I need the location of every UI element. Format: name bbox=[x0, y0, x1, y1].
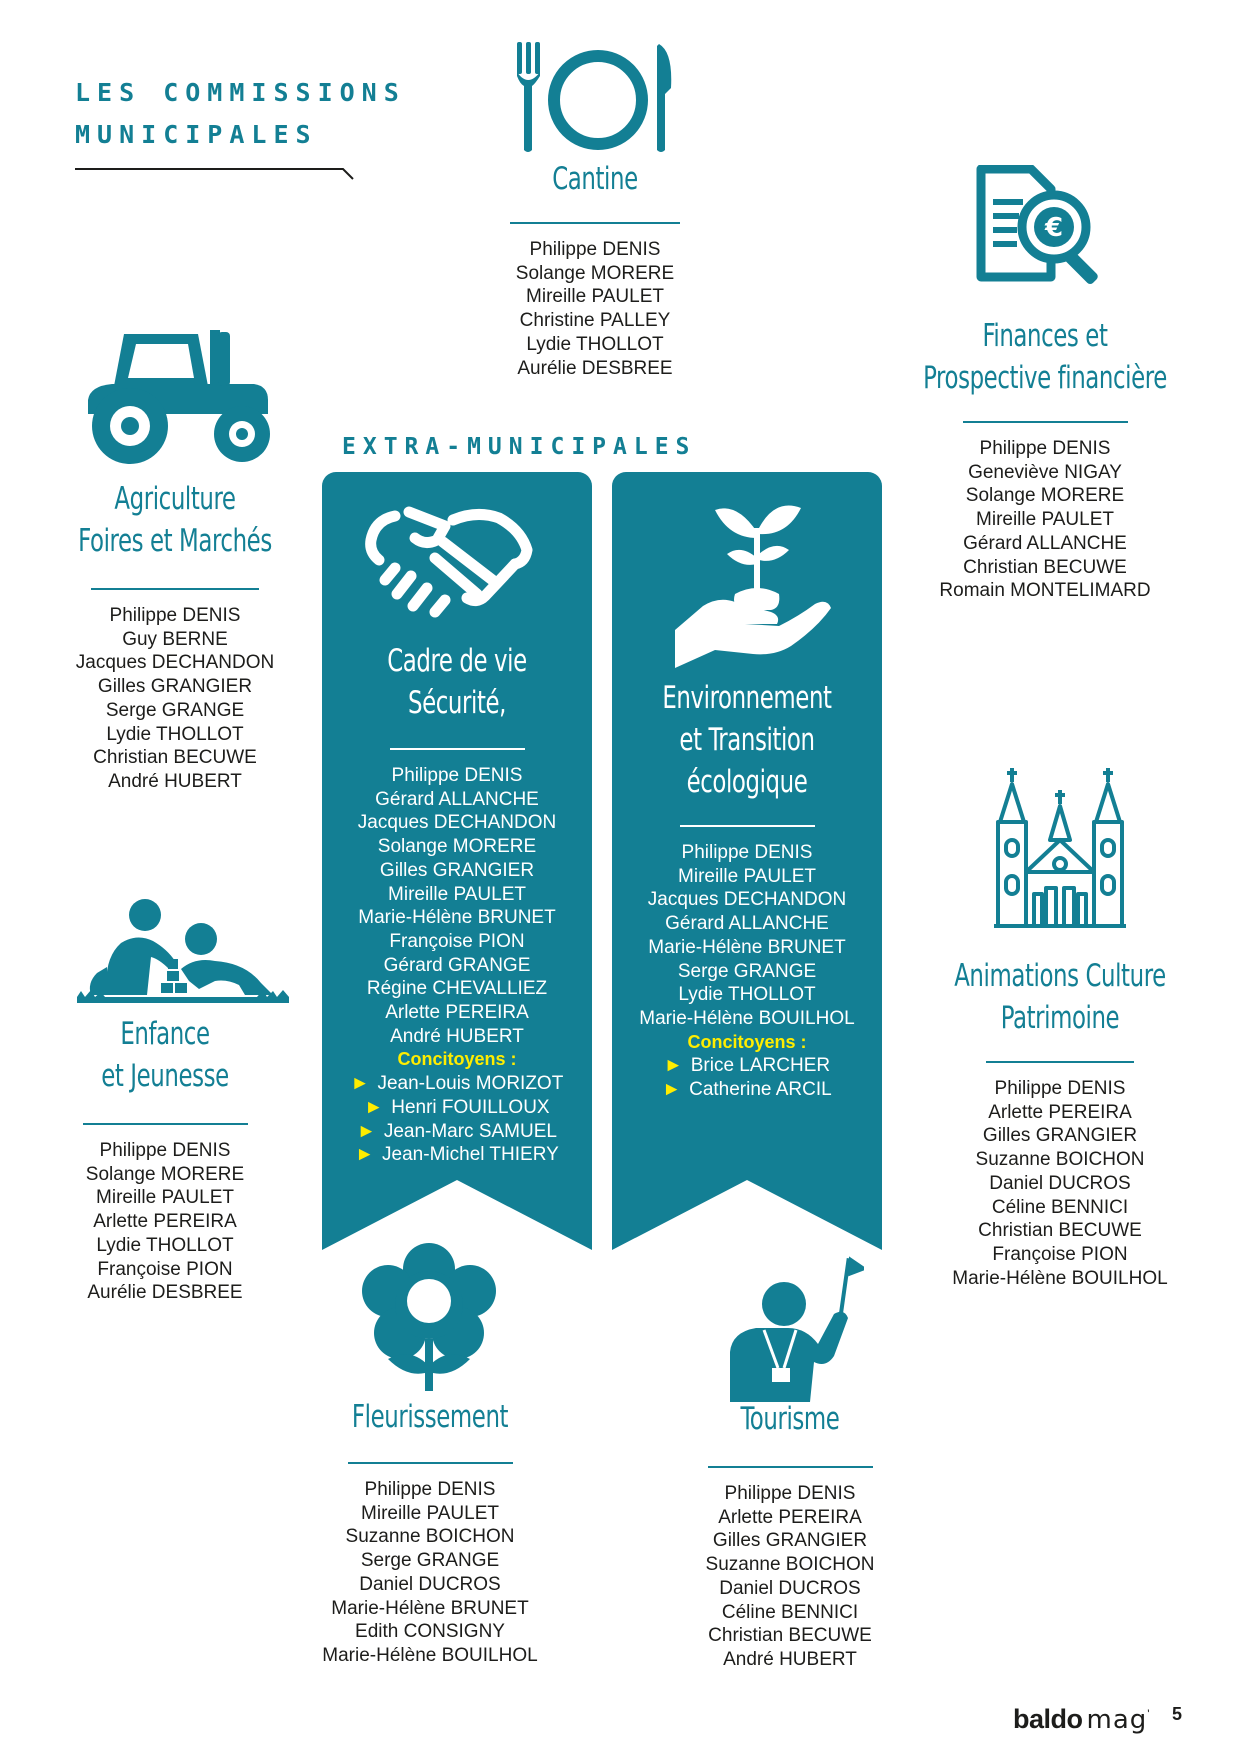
list-item: Arlette PEREIRA bbox=[988, 1101, 1132, 1123]
section-heading: Environnement et Transition écologique bbox=[662, 680, 832, 800]
list-item: Arlette PEREIRA bbox=[385, 1002, 529, 1024]
list-item: Daniel DUCROS bbox=[359, 1573, 501, 1595]
list-item: Edith CONSIGNY bbox=[355, 1621, 505, 1643]
list-item: André HUBERT bbox=[390, 1025, 524, 1047]
section-divider bbox=[348, 1462, 513, 1464]
section-heading: Animations Culture Patrimoine bbox=[954, 958, 1166, 1036]
list-item: Françoise PION bbox=[992, 1243, 1128, 1265]
section-divider bbox=[963, 421, 1128, 423]
list-item: Geneviève NIGAY bbox=[968, 461, 1122, 483]
list-item: Suzanne BOICHON bbox=[345, 1526, 515, 1548]
list-item: Suzanne BOICHON bbox=[975, 1149, 1145, 1171]
church-icon bbox=[994, 768, 1126, 930]
title-underline bbox=[75, 164, 355, 184]
list-item: Marie-Hélène BRUNET bbox=[331, 1597, 529, 1619]
list-item: Céline BENNICI bbox=[991, 1196, 1129, 1218]
section-heading: Finances et Prospective financière bbox=[923, 318, 1167, 396]
extra-municipales-title: EXTRA-MUNICIPALES bbox=[342, 434, 697, 460]
list-item: Philippe DENIS bbox=[681, 842, 813, 863]
list-item: Philippe DENIS bbox=[529, 239, 661, 260]
list-item: Gérard ALLANCHE bbox=[665, 913, 829, 935]
list-item: Mireille PAULET bbox=[678, 865, 816, 887]
list-item: Philippe DENIS bbox=[109, 605, 241, 626]
list-item: Romain MONTELIMARD bbox=[939, 580, 1151, 602]
list-item: Gérard GRANGE bbox=[383, 954, 531, 976]
arrow-right-icon: ► bbox=[662, 1079, 682, 1101]
list-item: Régine CHEVALLIEZ bbox=[366, 978, 548, 1000]
citizen-item: ► Jean-Louis MORIZOT bbox=[350, 1073, 564, 1095]
citizens-label: Concitoyens : bbox=[397, 1049, 517, 1070]
tractor-icon bbox=[86, 330, 276, 465]
citizen-item: ► Jean-Marc SAMUEL bbox=[357, 1120, 557, 1142]
section-divider bbox=[680, 825, 815, 827]
list-item: Lydie THOLLOT bbox=[526, 333, 664, 355]
citizens-label: Concitoyens : bbox=[687, 1031, 807, 1052]
list-item: Aurélie DESBREE bbox=[87, 1282, 243, 1304]
list-item: Philippe DENIS bbox=[994, 1078, 1126, 1099]
list-item: Solange MORERE bbox=[965, 485, 1125, 507]
member-list bbox=[40, 604, 310, 794]
document-euro-magnifier-icon bbox=[975, 165, 1115, 287]
list-item: Gilles GRANGIER bbox=[982, 1125, 1138, 1147]
arrow-right-icon: ► bbox=[355, 1144, 375, 1166]
list-item: Christian BECUWE bbox=[93, 747, 257, 769]
list-item: Marie-Hélène BOUILHOL bbox=[952, 1267, 1168, 1289]
svg-text:€: € bbox=[1044, 213, 1064, 243]
list-item: Christine PALLEY bbox=[519, 310, 671, 332]
list-item: Lydie THOLLOT bbox=[106, 723, 244, 745]
list-item: Serge GRANGE bbox=[677, 960, 817, 982]
brand-logo: baldo mag' bbox=[1013, 1704, 1150, 1735]
section-agriculture bbox=[40, 478, 310, 794]
list-item: Serge GRANGE bbox=[105, 699, 245, 721]
fork-plate-knife-icon bbox=[515, 42, 675, 154]
section-heading: Agriculture Foires et Marchés bbox=[78, 481, 272, 559]
hand-plant-icon bbox=[675, 498, 835, 668]
list-item: Lydie THOLLOT bbox=[96, 1234, 234, 1256]
section-divider bbox=[510, 222, 680, 224]
member-list bbox=[322, 764, 592, 1167]
list-item: Mireille PAULET bbox=[526, 286, 664, 308]
list-item: Philippe DENIS bbox=[99, 1140, 231, 1161]
list-item: Gilles GRANGIER bbox=[712, 1530, 868, 1552]
list-item: Jacques DECHANDON bbox=[357, 812, 557, 834]
section-divider bbox=[390, 748, 525, 750]
list-item: Jacques DECHANDON bbox=[647, 889, 847, 911]
section-tourisme bbox=[660, 1398, 920, 1672]
list-item: André HUBERT bbox=[723, 1648, 857, 1670]
member-list bbox=[45, 1139, 285, 1305]
list-item: Christian BECUWE bbox=[978, 1220, 1142, 1242]
list-item: Gilles GRANGIER bbox=[97, 676, 253, 698]
list-item: Arlette PEREIRA bbox=[718, 1506, 862, 1528]
list-item: Marie-Hélène BOUILHOL bbox=[639, 1007, 855, 1029]
section-heading: Cadre de vie Sécurité, bbox=[387, 643, 527, 721]
list-item: Gilles GRANGIER bbox=[379, 859, 535, 881]
page-title bbox=[75, 72, 406, 156]
page-title-line: LES COMMISSIONS bbox=[75, 78, 406, 107]
citizen-item: ► Catherine ARCIL bbox=[662, 1079, 832, 1101]
list-item: Mireille PAULET bbox=[96, 1187, 234, 1209]
list-item: Marie-Hélène BOUILHOL bbox=[322, 1644, 538, 1666]
list-item: Arlette PEREIRA bbox=[93, 1211, 237, 1233]
section-heading: Fleurissement bbox=[351, 1399, 509, 1435]
member-list bbox=[905, 1077, 1215, 1290]
list-item: Françoise PION bbox=[97, 1258, 233, 1280]
arrow-right-icon: ► bbox=[350, 1073, 370, 1095]
member-list bbox=[612, 841, 882, 1102]
member-list bbox=[295, 1478, 565, 1668]
section-divider bbox=[83, 1123, 248, 1125]
citizen-item: ► Jean-Michel THIERY bbox=[355, 1144, 559, 1166]
handshake-icon bbox=[365, 500, 535, 620]
list-item: Jacques DECHANDON bbox=[75, 652, 275, 674]
list-item: Marie-Hélène BRUNET bbox=[648, 936, 846, 958]
list-item: Lydie THOLLOT bbox=[678, 984, 816, 1006]
list-item: Christian BECUWE bbox=[963, 556, 1127, 578]
list-item: Christian BECUWE bbox=[708, 1625, 872, 1647]
page-number: 5 bbox=[1172, 1704, 1183, 1724]
section-fleurissement bbox=[295, 1396, 565, 1668]
list-item: Gérard ALLANCHE bbox=[963, 532, 1127, 554]
list-item: Mireille PAULET bbox=[976, 509, 1114, 531]
section-finances bbox=[880, 315, 1210, 603]
section-animations bbox=[905, 955, 1215, 1290]
arrow-right-icon: ► bbox=[357, 1120, 376, 1142]
list-item: Mireille PAULET bbox=[388, 883, 526, 905]
list-item: Philippe DENIS bbox=[724, 1483, 856, 1504]
section-heading: Cantine bbox=[552, 161, 638, 197]
section-enfance bbox=[45, 1013, 285, 1305]
list-item: Serge GRANGE bbox=[360, 1550, 500, 1572]
list-item: Philippe DENIS bbox=[391, 765, 523, 786]
list-item: Françoise PION bbox=[389, 930, 525, 952]
section-heading: Tourisme bbox=[740, 1401, 840, 1437]
section-divider bbox=[986, 1061, 1134, 1063]
member-list bbox=[880, 437, 1210, 603]
tour-guide-flag-icon bbox=[726, 1252, 864, 1402]
flower-icon bbox=[348, 1243, 510, 1391]
section-divider bbox=[708, 1466, 873, 1468]
list-item: Gérard ALLANCHE bbox=[375, 788, 539, 810]
list-item: Suzanne BOICHON bbox=[705, 1554, 875, 1576]
section-environnement bbox=[612, 677, 882, 1102]
section-cantine bbox=[510, 158, 680, 380]
arrow-right-icon: ► bbox=[364, 1096, 384, 1118]
arrow-right-icon: ► bbox=[663, 1055, 683, 1077]
list-item: Daniel DUCROS bbox=[719, 1577, 861, 1599]
list-item: Philippe DENIS bbox=[979, 438, 1111, 459]
list-item: Solange MORERE bbox=[377, 836, 537, 858]
list-item: Céline BENNICI bbox=[721, 1601, 859, 1623]
member-list bbox=[660, 1482, 920, 1672]
section-cadre-de-vie bbox=[322, 640, 592, 1167]
list-item: André HUBERT bbox=[108, 770, 242, 792]
citizen-item: ► Henri FOUILLOUX bbox=[364, 1096, 550, 1118]
list-item: Guy BERNE bbox=[122, 628, 228, 650]
page-title-line: MUNICIPALES bbox=[75, 120, 318, 149]
list-item: Solange MORERE bbox=[85, 1163, 245, 1185]
section-divider bbox=[91, 588, 259, 590]
list-item: Aurélie DESBREE bbox=[517, 357, 673, 379]
citizen-item: ► Brice LARCHER bbox=[663, 1055, 831, 1077]
section-heading: Enfance et Jeunesse bbox=[101, 1016, 229, 1094]
children-playing-icon bbox=[77, 897, 289, 1009]
list-item: Solange MORERE bbox=[515, 262, 675, 284]
list-item: Mireille PAULET bbox=[361, 1502, 499, 1524]
list-item: Philippe DENIS bbox=[364, 1479, 496, 1500]
list-item: Daniel DUCROS bbox=[989, 1172, 1131, 1194]
list-item: Marie-Hélène BRUNET bbox=[358, 907, 556, 929]
member-list bbox=[510, 238, 680, 380]
